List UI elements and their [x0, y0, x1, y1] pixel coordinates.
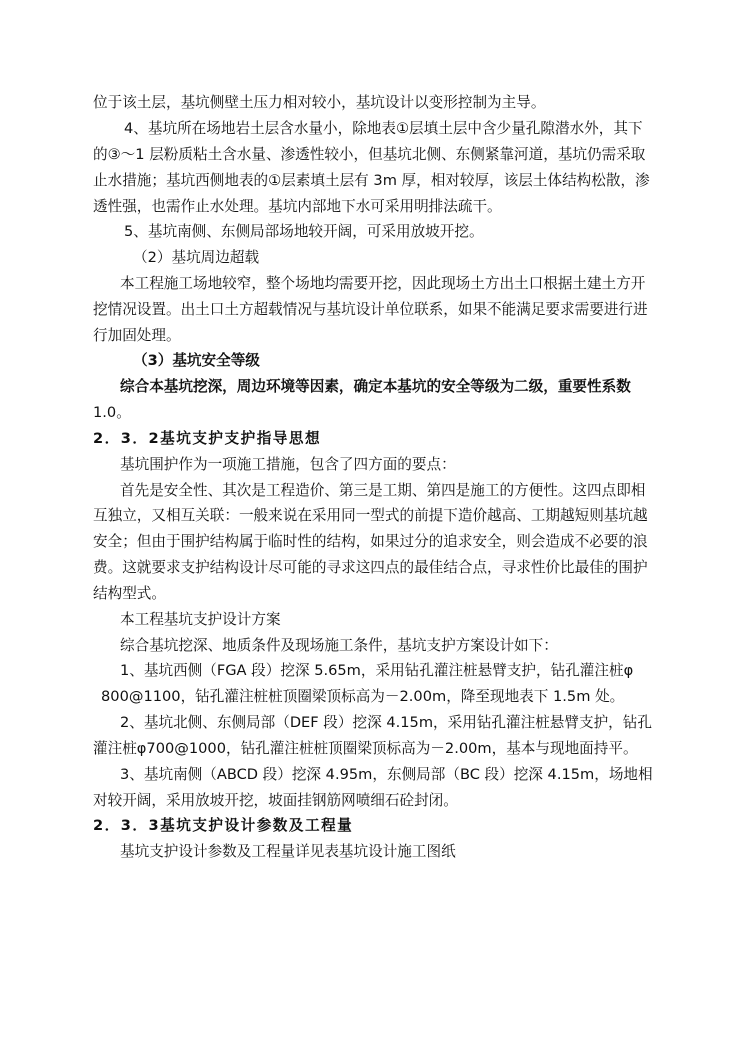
paragraph-line: 本工程施工场地较窄，整个场地均需要开挖，因此现场土方出土口根据土建土方开 — [120, 275, 646, 292]
section-subheading: （3）基坑安全等级 — [133, 352, 260, 369]
paragraph-line: 透性强，也需作止水处理。基坑内部地下水可采用明排法疏干。 — [93, 198, 502, 215]
paragraph-line: 互独立，又相互关联：一般来说在采用同一型式的前提下造价越高、工期越短则基坑越 — [93, 507, 648, 524]
paragraph-line: 止水措施；基坑西侧地表的①层素填土层有 3m 厚，相对较厚，该层土体结构松散，渗 — [93, 172, 650, 189]
paragraph-line: 2、基坑北侧、东侧局部（DEF 段）挖深 4.15m，采用钻孔灌注桩悬臂支护，钻孔 — [120, 714, 652, 731]
paragraph-line: 3、基坑南侧（ABCD 段）挖深 4.95m，东侧局部（BC 段）挖深 4.15m，场地相 — [120, 766, 653, 783]
paragraph-line: 基坑支护设计参数及工程量详见表基坑设计施工图纸 — [120, 843, 456, 860]
paragraph-line: 位于该土层，基坑侧壁土压力相对较小，基坑设计以变形控制为主导。 — [93, 94, 546, 111]
paragraph-line: 1.0。 — [93, 404, 131, 421]
paragraph-line: 800@1100，钻孔灌注桩桩顶圈梁顶标高为－2.00m，降至现地表下 1.5m 处。 — [101, 688, 625, 705]
paragraph-line: 费。这就要求支护结构设计尽可能的寻求这四点的最佳结合点，寻求性价比最佳的围护 — [93, 559, 648, 576]
paragraph-line: 首先是安全性、其次是工程造价、第三是工期、第四是施工的方便性。这四点即相 — [120, 482, 646, 499]
paragraph-line: 综合本基坑挖深，周边环境等因素，确定本基坑的安全等级为二级，重要性系数 — [120, 378, 631, 395]
paragraph-line: 基坑围护作为一项施工措施，包含了四方面的要点： — [120, 456, 456, 473]
paragraph-line: 安全；但由于围护结构属于临时性的结构，如果过分的追求安全，则会造成不必要的浪 — [93, 533, 648, 550]
paragraph-line: 4、基坑所在场地岩土层含水量小，除地表①层填土层中含少量孔隙潜水外，其下 — [124, 120, 643, 137]
paragraph-line: 挖情况设置。出土口土方超载情况与基坑设计单位联系，如果不能满足要求需要进行进 — [93, 301, 648, 318]
paragraph-line: 本工程基坑支护设计方案 — [120, 611, 281, 628]
paragraph-line: 结构型式。 — [93, 585, 166, 602]
paragraph-line: 1、基坑西侧（FGA 段）挖深 5.65m，采用钻孔灌注桩悬臂支护，钻孔灌注桩φ — [120, 662, 634, 679]
paragraph-line: 5、基坑南侧、东侧局部场地较开阔，可采用放坡开挖。 — [124, 223, 484, 240]
section-subheading: （2）基坑周边超载 — [133, 249, 260, 266]
paragraph-line: 综合基坑挖深、地质条件及现场施工条件，基坑支护方案设计如下： — [120, 637, 558, 654]
section-heading: 2．3．2基坑支护支护指导思想 — [93, 430, 322, 447]
paragraph-line: 行加固处理。 — [93, 327, 181, 344]
section-heading: 2．3．3基坑支护设计参数及工程量 — [93, 817, 354, 834]
paragraph-line: 灌注桩φ700@1000，钻孔灌注桩桩顶圈梁顶标高为－2.00m，基本与现地面持平。 — [93, 740, 638, 757]
paragraph-line: 对较开阔，采用放坡开挖，坡面挂钢筋网喷细石砼封闭。 — [93, 792, 458, 809]
paragraph-line: 的③～1 层粉质粘土含水量、渗透性较小，但基坑北侧、东侧紧靠河道，基坑仍需采取 — [93, 146, 646, 163]
